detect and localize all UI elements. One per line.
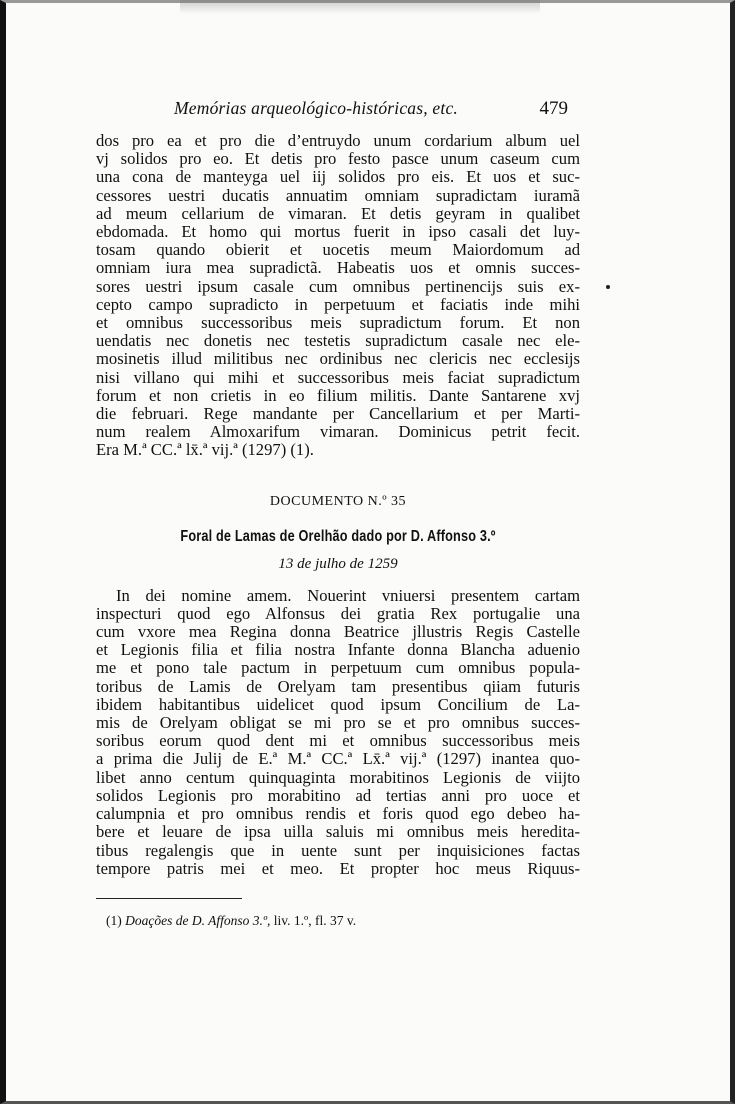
- footnote: [96, 913, 580, 929]
- text-line: ibidem habitantibus uidelicet quod ipsum Concilium de La-: [96, 694, 580, 714]
- footnote-source: Doações de D. Affonso 3.º,: [125, 912, 271, 928]
- text-line: mis de Orelyam obligat se mi pro se et pro omnibus succes-: [96, 713, 580, 733]
- text-line: soribus eorum quod dent mi et omnibus successoribus meis: [96, 731, 580, 751]
- text-line: Era M.ª CC.ª lx̄.ª vij.ª (1297) (1).: [96, 440, 314, 460]
- text-line: et Legionis filia et filia nostra Infante donna Blancha aduenio: [96, 640, 580, 660]
- text-line: inspecturi quod ego Alfonsus dei gratia Rex portugalie una: [96, 603, 580, 623]
- text-line: cessores uestri ducatis annuatim omniam supradictam iuramã: [96, 185, 580, 205]
- text-line: ad meum cellarium de vimaran. Et detis geyram in qualibet: [96, 203, 580, 223]
- text-line: sores uestri ipsum casale cum omnibus pertinencijs suis ex-: [96, 276, 580, 296]
- scan-smudge: [180, 0, 540, 14]
- text-line: uendatis nec donetis nec testetis supradictum casale nec ele-: [96, 331, 580, 351]
- margin-speck: [606, 285, 610, 289]
- text-line: num realem Almoxarifum vimaran. Dominicus petrit fecit.: [96, 422, 580, 442]
- text-line: mosinetis illud militibus nec ordinibus nec clericis nec ecclesijs: [96, 349, 580, 369]
- document-title: Foral de Lamas de Orelhão dado por D. Affonso 3.º: [180, 527, 496, 545]
- text-line: cum vxore mea Regina donna Beatrice jllustris Regis Castelle: [96, 622, 580, 642]
- text-line: forum et non crietis in eo filium militis. Dante Santarene xvj: [96, 385, 580, 405]
- text-line: toribus de Lamis de Orelyam tam presentibus qiiam futuris: [96, 676, 580, 696]
- text-line: omniam iura mea supradictã. Habeatis uos et omnis succes-: [96, 258, 580, 278]
- document-text: [96, 587, 580, 878]
- text-line: dos pro ea et pro die d’entruydo unum cordarium album uel: [96, 131, 580, 150]
- text-line: nisi villano qui mihi et successoribus meis faciat supradictum: [96, 367, 580, 387]
- text-line: solidos Legionis pro morabitino ad tertias anni pro uoce et: [96, 785, 580, 805]
- text-line: libet anno centum quinquaginta morabitinos Legionis de viijto: [96, 767, 580, 787]
- text-line: ebdomada. Et homo qui mortus fuerit in ipso casali det luy-: [96, 222, 580, 242]
- page-number: 479: [539, 98, 568, 119]
- footnote-rule: [96, 898, 242, 899]
- text-line: bere et leuare de ipsa uilla saluis mi omnibus meis heredita-: [96, 822, 580, 842]
- footnote-marker: (1): [106, 912, 122, 928]
- text-line: una cona de manteyga uel iij solidos pro eis. Et uos et suc-: [96, 167, 580, 187]
- running-title: Memórias arqueológico-históricas, etc.: [174, 98, 458, 118]
- text-line: calumpnia et pro omnibus rendis et foris quod ego debeo ha-: [96, 804, 580, 824]
- document-label: DOCUMENTO N.º 35: [269, 493, 407, 509]
- text-line: vj solidos pro eo. Et detis pro festo pasce unum caseum cum: [96, 149, 580, 169]
- document-date: 13 de julho de 1259: [278, 555, 398, 572]
- text-line: tosam quando obierit et uocetis meum Maiordomum ad: [96, 240, 580, 260]
- text-line: die februari. Rege mandante per Cancellarium et per Marti-: [96, 404, 580, 424]
- text-line: me et pono tale pactum in perpetuum cum omnibus popula-: [96, 658, 580, 678]
- text-line: tibus regalengis que in uente sunt per inquisiciones factas: [96, 840, 580, 860]
- text-line: In dei nomine amem. Nouerint vniuersi presentem cartam: [116, 585, 580, 605]
- text-line: et omnibus successoribus meis supradictum forum. Et non: [96, 313, 580, 333]
- paragraph-continuation: [96, 132, 580, 460]
- text-line: tempore patris mei et meo. Et propter hoc meus Riquus-: [96, 858, 580, 878]
- text-line: cepto campo supradicto in perpetuum et faciatis inde mihi: [96, 294, 580, 314]
- footnote-reference: liv. 1.º, fl. 37 v.: [273, 912, 357, 928]
- book-page: [96, 94, 580, 929]
- running-head: [96, 94, 580, 124]
- text-line: a prima die Julij de E.ª M.ª CC.ª Lx̄.ª vij.ª (1297) inantea quo-: [96, 749, 580, 769]
